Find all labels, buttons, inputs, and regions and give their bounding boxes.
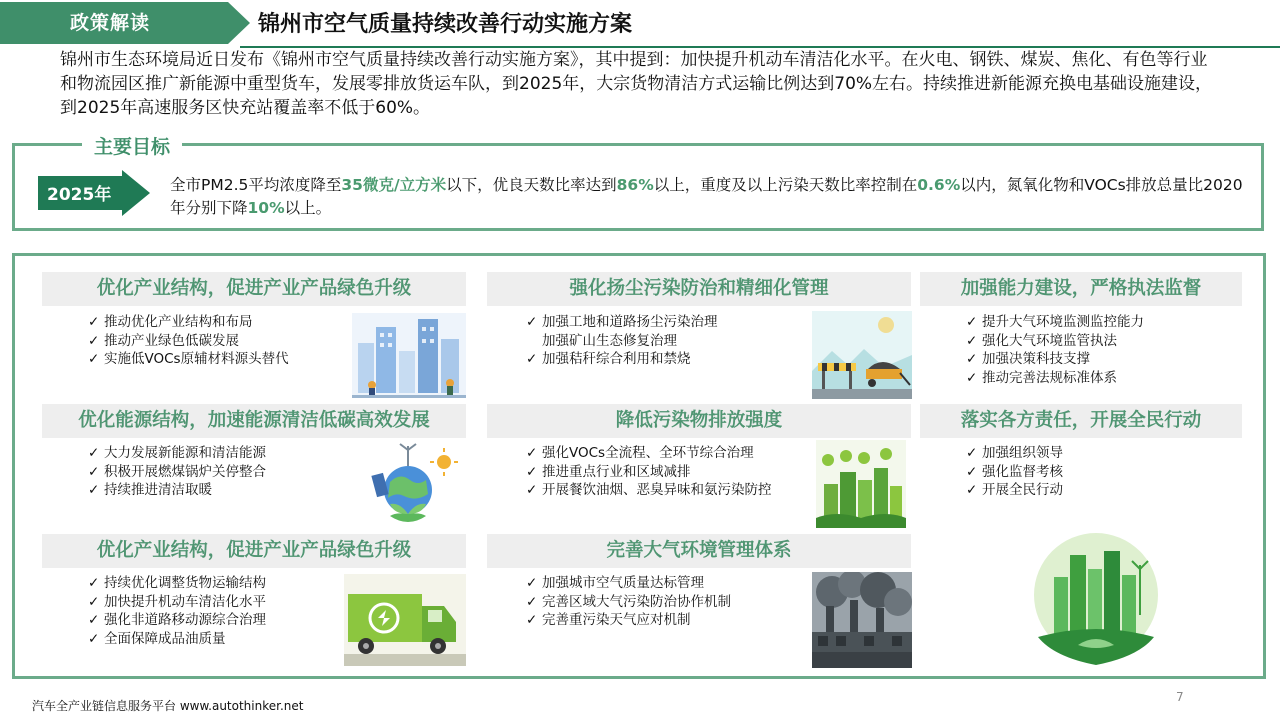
check-icon: ✓: [88, 332, 100, 349]
list-item: ✓ 推动产业绿色低碳发展: [88, 332, 239, 349]
intro-paragraph: 锦州市生态环境局近日发布《锦州市空气质量持续改善行动实施方案》，其中提到：加快提升机动车清洁化水平。在火电、钢铁、煤炭、焦化、有色等行业和物流园区推广新能源中重型货车，发展零排放货运车队，到2025年，大宗货物清洁方式运输比例达到70%左右。持续推进新能源充换电基础设施建设，到2025年高速服务区快充站覆盖率不低于60%。: [60, 50, 1213, 118]
section-list-transport: [88, 574, 266, 648]
list-item: ✓ 开展餐饮油烟、恶臭异味和氨污染防控: [526, 482, 772, 498]
check-icon: ✓: [88, 351, 100, 367]
section-list-management: [526, 574, 731, 630]
check-icon: ✓: [526, 314, 538, 330]
header-tag: 政策解读: [70, 12, 151, 34]
check-icon: ✓: [526, 463, 538, 480]
check-icon: ✓: [88, 445, 100, 461]
list-item: ✓ 强化非道路移动源综合治理: [88, 612, 266, 628]
list-item: ✓ 推进重点行业和区域减排: [526, 463, 691, 480]
check-icon: ✓: [966, 314, 978, 330]
list-item: ✓ 全面保障成品油质量: [88, 630, 226, 647]
section-list-responsibility: [966, 444, 1063, 500]
section-title-capacity: 加强能力建设，严格执法监督: [920, 272, 1242, 306]
section-title-transport: 优化产业结构，促进产业产品绿色升级: [42, 534, 466, 568]
section-title-responsibility: 落实各方责任，开展全民行动: [920, 404, 1242, 438]
check-icon: ✓: [88, 482, 100, 498]
green-earth-energy-illustration: [360, 442, 460, 532]
target-text-part: 以上。: [284, 199, 332, 217]
list-item: 加强矿山生态修复治理: [542, 332, 677, 349]
check-icon: ✓: [966, 332, 978, 349]
check-icon: ✓: [526, 482, 538, 498]
list-item: ✓ 加强决策科技支撑: [966, 351, 1090, 367]
list-item: ✓ 强化大气环境监管执法: [966, 332, 1117, 349]
list-item: ✓ 加强秸秆综合利用和禁烧: [526, 351, 691, 367]
section-title-emission: 降低污染物排放强度: [487, 404, 911, 438]
list-item: ✓ 完善区域大气污染防治协作机制: [526, 593, 731, 610]
check-icon: ✓: [88, 593, 100, 610]
list-item: ✓ 加强工地和道路扬尘污染治理: [526, 314, 718, 330]
list-item: ✓ 积极开展燃煤锅炉关停整合: [88, 463, 266, 480]
page-number: 7: [1176, 690, 1184, 704]
check-icon: ✓: [88, 463, 100, 480]
section-title-energy: 优化能源结构，加速能源清洁低碳高效发展: [42, 404, 466, 438]
check-icon: ✓: [966, 369, 978, 386]
section-title-industry: 优化产业结构，促进产业产品绿色升级: [42, 272, 466, 306]
check-icon: ✓: [526, 351, 538, 367]
list-item: ✓ 加强城市空气质量达标管理: [526, 575, 704, 591]
section-list-energy: [88, 444, 266, 500]
construction-barrier-illustration: [812, 311, 912, 399]
check-icon: ✓: [526, 612, 538, 628]
list-item: ✓ 持续推进清洁取暖: [88, 482, 212, 498]
city-buildings-illustration: [352, 313, 466, 398]
list-item: ✓ 实施低VOCs原辅材料源头替代: [88, 351, 289, 367]
page-title: 锦州市空气质量持续改善行动实施方案: [258, 12, 633, 37]
check-icon: ✓: [526, 575, 538, 591]
section-title-management: 完善大气环境管理体系: [487, 534, 911, 568]
target-text-part: 以上，重度及以上污染天数比率控制在: [653, 176, 918, 194]
target-highlight-reduction: 10%: [247, 199, 285, 217]
smoke-stack-pollution-illustration: [812, 572, 912, 668]
target-year: 2025年: [47, 185, 112, 205]
target-highlight-heavy-days: 0.6%: [917, 176, 961, 194]
list-item: ✓ 推动优化产业结构和布局: [88, 314, 253, 330]
check-icon: ✓: [88, 575, 100, 591]
list-item: ✓ 大力发展新能源和清洁能源: [88, 445, 266, 461]
target-text-part: 全市PM2.5平均浓度降至: [170, 176, 342, 194]
list-item: ✓ 推动完善法规标准体系: [966, 369, 1117, 386]
section-title-dust: 强化扬尘污染防治和精细化管理: [487, 272, 911, 306]
list-item: ✓ 提升大气环境监测监控能力: [966, 314, 1144, 330]
check-icon: ✓: [966, 482, 978, 498]
check-icon: ✓: [88, 612, 100, 628]
list-item: ✓ 加强组织领导: [966, 445, 1063, 461]
check-icon: ✓: [526, 593, 538, 610]
targets-title: 主要目标: [82, 132, 182, 159]
section-list-dust: [526, 313, 718, 369]
list-item: ✓ 加快提升机动车清洁化水平: [88, 593, 266, 610]
target-highlight-pm25: 35微克/立方米: [341, 176, 447, 194]
green-city-illustration: [816, 440, 906, 528]
target-text: [170, 174, 1250, 220]
check-icon: ✓: [88, 630, 100, 647]
target-text-part: 以下，优良天数比率达到: [446, 176, 617, 194]
list-item: ✓ 完善重污染天气应对机制: [526, 612, 691, 628]
check-icon: ✓: [966, 445, 978, 461]
footer-source: 汽车全产业链信息服务平台 www.autothinker.net: [32, 699, 304, 713]
eco-city-circle-illustration: [1018, 525, 1174, 675]
section-list-capacity: [966, 313, 1144, 387]
section-list-emission: [526, 444, 772, 500]
list-item: ✓ 强化监督考核: [966, 463, 1063, 480]
electric-truck-illustration: [344, 574, 466, 666]
check-icon: ✓: [88, 314, 100, 330]
list-item: ✓ 开展全民行动: [966, 482, 1063, 498]
list-item: ✓ 持续优化调整货物运输结构: [88, 575, 266, 591]
section-list-industry: [88, 313, 289, 369]
check-icon: ✓: [526, 445, 538, 461]
list-item: ✓ 强化VOCs全流程、全环节综合治理: [526, 445, 754, 461]
check-icon: ✓: [966, 463, 978, 480]
target-text-part: 以内，氮氧化物和VOCs排放总量比2020年分别下降: [170, 176, 1243, 217]
target-highlight-good-days: 86%: [616, 176, 654, 194]
check-icon: ✓: [966, 351, 978, 367]
